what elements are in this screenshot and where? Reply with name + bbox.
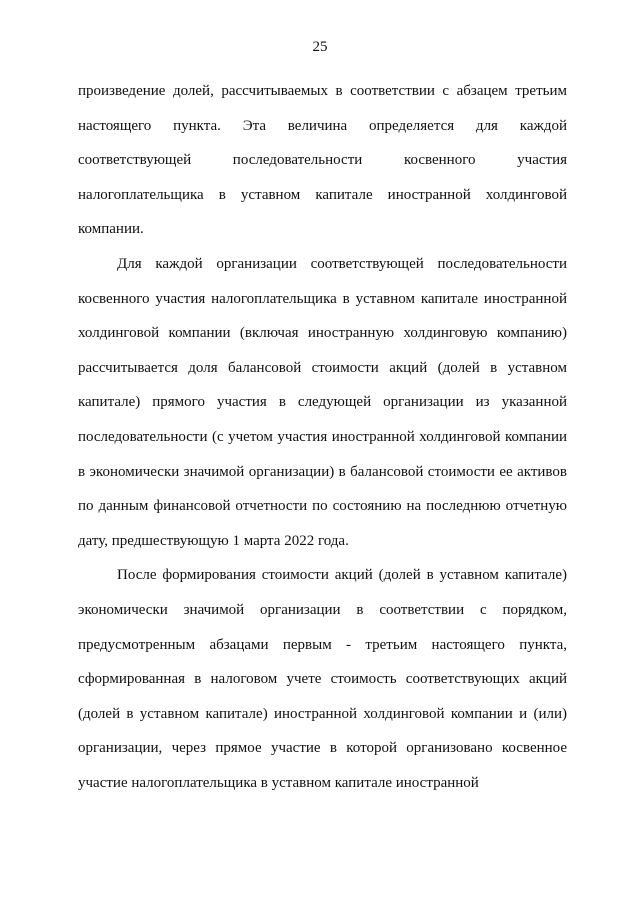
paragraph-continuation: произведение долей, рассчитываемых в соответствии с абзацем третьим настоящего пункта. Эта величина определяется для каждой соответствующей последовательности косвенного участия налогоплательщика в уставном капитале иностранной холдинговой компании. — [78, 83, 567, 238]
paragraph-share-calculation: Для каждой организации соответствующей последовательности косвенного участия налогоплательщика в уставном капитале иностранной холдинговой компании (включая иностранную холдинговую компанию) рассчитывается доля балансовой стоимости акций (долей в уставном капитале) прямого участия в следующей организации из указанной последовательности (с учетом участия иностранной холдинговой компании в экономически значимой организации) в балансовой стоимости ее активов по данным финансовой отчетности по состоянию на последнюю отчетную дату, предшествующую 1 марта 2022 года. — [78, 255, 567, 549]
document-body — [78, 74, 567, 800]
paragraph-after-formation: После формирования стоимости акций (долей в уставном капитале) экономически значимой организации в соответствии с порядком, предусмотренным абзацами первым - третьим настоящего пункта, сформированная в налоговом учете стоимость соответствующих акций (долей в уставном капитале) иностранной холдинговой компании и (или) организации, через прямое участие в которой организовано косвенное участие налогоплательщика в уставном капитале иностранной — [78, 567, 567, 791]
page-number: 25 — [312, 39, 328, 55]
